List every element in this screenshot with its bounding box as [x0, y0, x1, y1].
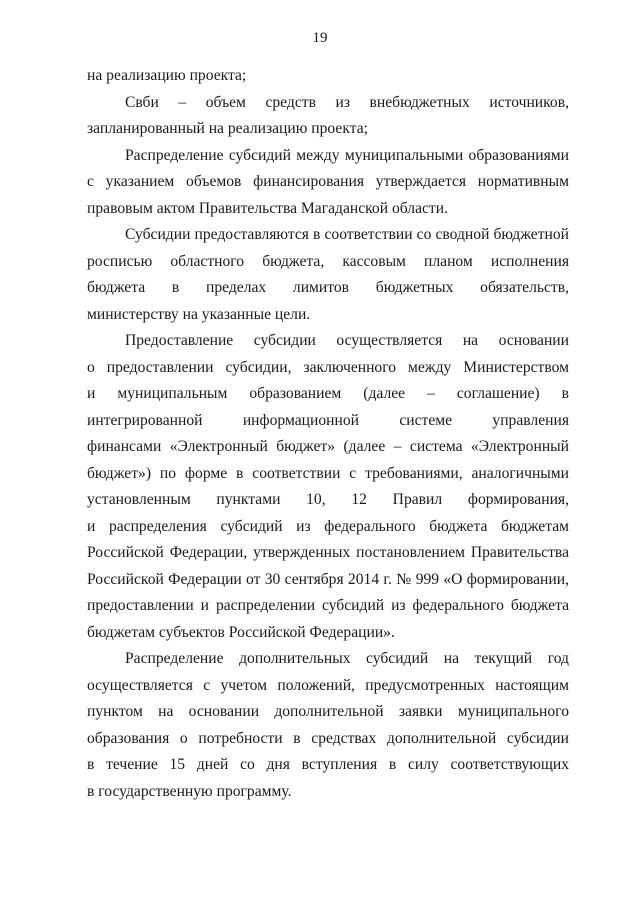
text-line: в течение 15 дней со дня вступления в силу соответствующих — [87, 756, 569, 773]
text-line: бюджетам субъектов Российской Федерации». — [87, 623, 395, 641]
page-number: 19 — [312, 30, 328, 46]
text-line: Субсидии предоставляются в соответствии со сводной бюджетной — [125, 226, 569, 243]
text-line: Предоставление субсидии осуществляется на основании — [125, 332, 569, 349]
text-line: запланированный на реализацию проекта; — [87, 120, 368, 137]
text-line: и распределения субсидий из федерального бюджета бюджетам — [87, 517, 569, 535]
text-line: в государственную программу. — [87, 782, 292, 800]
text-line: образования о потребности в средствах дополнительной субсидии — [87, 729, 569, 747]
text-line: осуществляется с учетом положений, предусмотренных настоящим — [87, 676, 569, 694]
text-line: пунктом на основании дополнительной заявки муниципального — [87, 703, 569, 720]
text-line: и муниципальным образованием (далее – соглашение) в — [87, 385, 569, 402]
text-line: на реализацию проекта; — [87, 67, 247, 84]
text-line: правовым актом Правительства Магаданской области. — [87, 199, 448, 217]
text-line: предоставлении и распределении субсидий из федерального бюджета — [87, 597, 569, 614]
text-line: бюджета в пределах лимитов бюджетных обязательств, — [87, 279, 569, 296]
text-line: финансами «Электронный бюджет» (далее – система «Электронный — [87, 438, 569, 455]
text-line: установленным пунктами 10, 12 Правил формирования, — [87, 491, 569, 508]
text-line: росписью областного бюджета, кассовым планом исполнения — [87, 252, 569, 270]
text-line: Российской Федерации от 30 сентября 2014 г. № 999 «О формировании, — [87, 570, 569, 588]
text-line: Распределение дополнительных субсидий на текущий год — [125, 650, 569, 667]
text-line: с указанием объемов финансирования утверждается нормативным — [87, 173, 569, 190]
text-line: Свби – объем средств из внебюджетных источников, — [125, 93, 569, 111]
text-line: о предоставлении субсидии, заключенного между Министерством — [87, 358, 569, 376]
text-line: Российской Федерации, утвержденных постановлением Правительства — [87, 544, 569, 561]
document-body — [87, 63, 569, 805]
text-line: интегрированной информационной системе управления — [87, 411, 569, 429]
text-line: Распределение субсидий между муниципальными образованиями — [125, 146, 569, 164]
text-line: бюджет») по форме в соответствии с требованиями, аналогичными — [87, 464, 569, 482]
text-line: министерству на указанные цели. — [87, 305, 311, 323]
